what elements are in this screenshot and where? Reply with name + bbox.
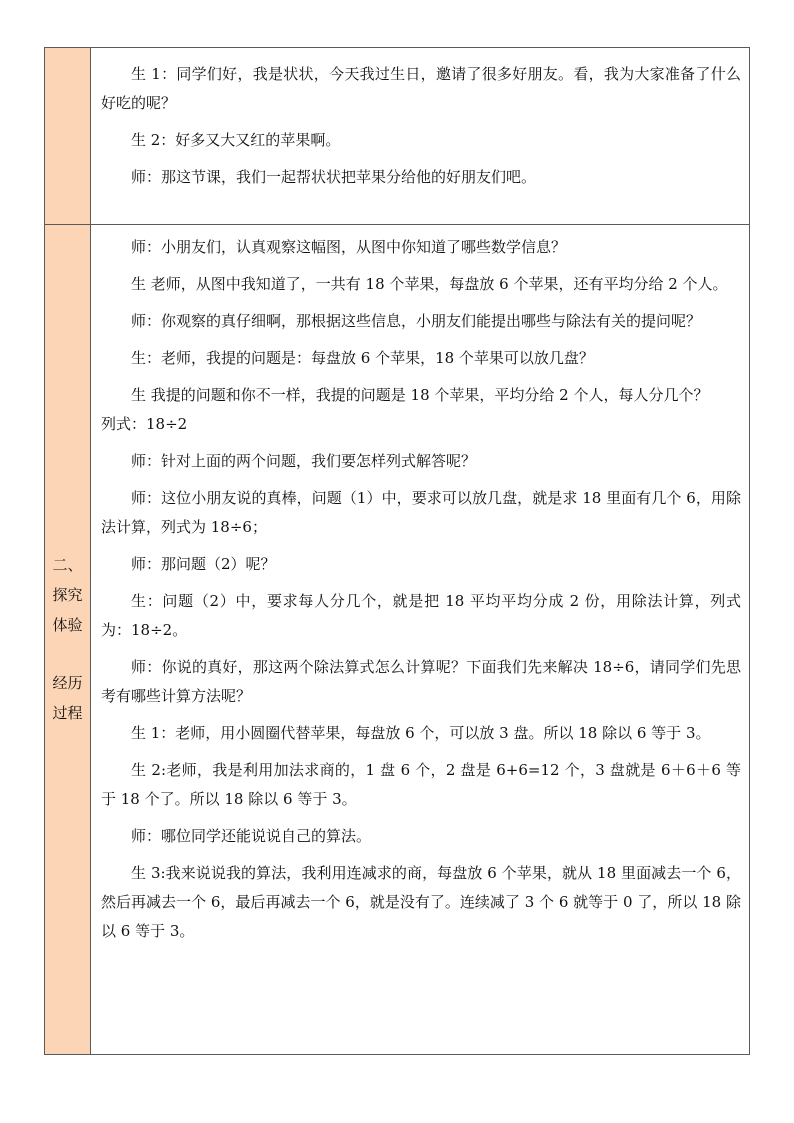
paragraph: 师：你说的真好，那这两个除法算式怎么计算呢？下面我们先来解决 18÷6，请同学们先思考有哪些计算方法呢？	[101, 658, 741, 705]
table-row	[45, 225, 750, 1055]
section-label-cell	[45, 225, 91, 1055]
formula-line: 列式：18÷2	[101, 415, 188, 433]
table-row	[45, 48, 750, 225]
paragraph: 师：这位小朋友说的真棒，问题（1）中，要求可以放几盘，就是求 18 里面有几个 6，用除法计算，列式为 18÷6；	[101, 489, 741, 536]
paragraph: 师：那这节课，我们一起帮状状把苹果分给他的好朋友们吧。	[131, 168, 537, 186]
paragraph: 生 2:老师，我是利用加法求商的，1 盘 6 个，2 盘是 6+6=12 个，3 盘就是 6＋6＋6 等于 18 个了。所以 18 除以 6 等于 3。	[101, 761, 741, 808]
paragraph: 生 3:我来说说我的算法，我利用连减求的商，每盘放 6 个苹果，就从 18 里面减去一个 6，然后再减去一个 6，最后再减去一个 6，就是没有了。连续减了 3 个 6 就等于 0 了，所以 18 除以 6 等于 3。	[101, 864, 741, 940]
section-title-line: 经历	[52, 674, 83, 692]
paragraph: 师：针对上面的两个问题，我们要怎样列式解答呢？	[131, 452, 477, 470]
section-label	[45, 225, 90, 728]
paragraph: 师：那问题（2）呢？	[131, 555, 276, 573]
lesson-table	[44, 47, 750, 1055]
paragraph: 生：老师，我提的问题是：每盘放 6 个苹果，18 个苹果可以放几盘？	[131, 349, 594, 367]
section-label-cell	[45, 48, 91, 225]
section-title-line: 体验	[52, 616, 83, 634]
paragraph: 生 老师，从图中我知道了，一共有 18 个苹果，每盘放 6 个苹果，还有平均分给 2 个人。	[131, 275, 728, 293]
paragraph: 生 2：好多又大又红的苹果啊。	[131, 131, 341, 149]
paragraph: 师：小朋友们，认真观察这幅图，从图中你知道了哪些数学信息？	[131, 238, 567, 256]
section-title-line: 探究	[52, 586, 83, 604]
paragraph: 生 1：同学们好，我是状状，今天我过生日，邀请了很多好朋友。看，我为大家准备了什么好吃的呢？	[101, 65, 741, 112]
paragraph: 师：你观察的真仔细啊，那根据这些信息，小朋友们能提出哪些与除法有关的提问呢？	[131, 312, 702, 330]
paragraph: 生 1：老师，用小圆圈代替苹果，每盘放 6 个，可以放 3 盘。所以 18 除以 6 等于 3。	[131, 724, 711, 742]
content-cell	[91, 48, 750, 225]
paragraph: 生 我提的问题和你不一样，我提的问题是 18 个苹果，平均分给 2 个人，每人分几个？	[131, 386, 709, 404]
content-cell	[91, 225, 750, 1055]
section-number: 二、	[52, 556, 83, 574]
paragraph: 师：哪位同学还能说说自己的算法。	[131, 827, 372, 845]
section-title-line: 过程	[52, 704, 83, 722]
paragraph: 生：问题（2）中，要求每人分几个，就是把 18 平均平均分成 2 份，用除法计算，列式为：18÷2。	[101, 592, 741, 639]
